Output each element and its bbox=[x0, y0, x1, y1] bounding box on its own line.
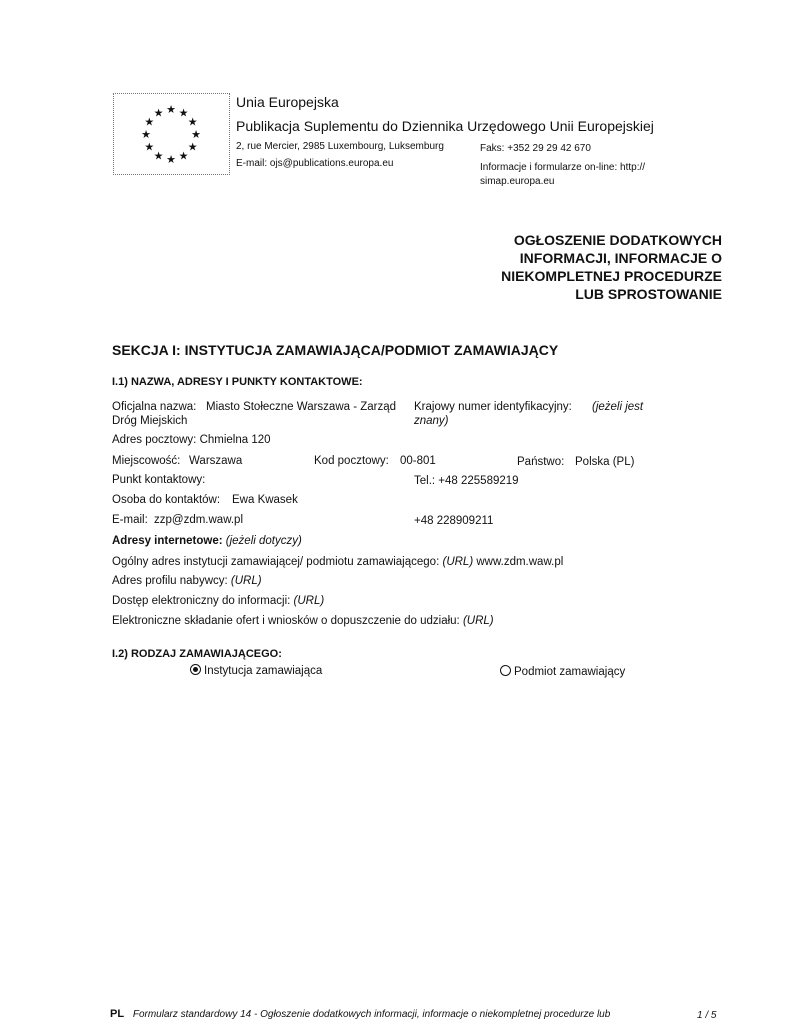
internet-label: Adresy internetowe: bbox=[112, 535, 223, 547]
star-icon: ★ bbox=[153, 106, 164, 120]
notice-title bbox=[462, 231, 722, 303]
header-publication: Publikacja Suplementu do Dziennika Urzędowego Unii Europejskiej bbox=[236, 118, 654, 134]
star-icon: ★ bbox=[153, 149, 164, 163]
general-address-value: www.zdm.waw.pl bbox=[476, 556, 564, 568]
internet-note: (jeżeli dotyczy) bbox=[225, 535, 302, 547]
contact-point-label: Punkt kontaktowy: bbox=[112, 474, 206, 486]
email-value: zzp@zdm.waw.pl bbox=[154, 514, 244, 526]
electronic-access-url-tag: (URL) bbox=[293, 595, 325, 607]
national-id-note: (jeżeli jest bbox=[592, 401, 644, 413]
notice-title-line4: LUB SPROSTOWANIE bbox=[575, 286, 722, 302]
star-icon: ★ bbox=[187, 115, 198, 129]
section1-1-title: I.1) NAZWA, ADRESY I PUNKTY KONTAKTOWE: bbox=[112, 376, 363, 388]
option-contracting-authority-label: Instytucja zamawiająca bbox=[204, 665, 323, 677]
country-label: Państwo: bbox=[517, 456, 565, 468]
electronic-submission-label: Elektroniczne składanie ofert i wniosków o dopuszczenie do udziału: bbox=[112, 615, 460, 627]
star-icon: ★ bbox=[187, 140, 198, 154]
general-address bbox=[112, 556, 563, 568]
general-address-label: Ogólny adres instytucji zamawiającej/ podmiotu zamawiającego: bbox=[112, 556, 440, 568]
footer-line bbox=[110, 1008, 610, 1020]
postal-address: Adres pocztowy: Chmielna 120 bbox=[112, 434, 271, 446]
electronic-submission bbox=[112, 615, 494, 627]
buyer-profile-label: Adres profilu nabywcy: bbox=[112, 575, 228, 587]
star-icon: ★ bbox=[178, 149, 189, 163]
star-icon: ★ bbox=[144, 140, 155, 154]
general-address-url-tag: (URL) bbox=[442, 556, 474, 568]
star-icon: ★ bbox=[166, 153, 176, 166]
postcode-value: 00-801 bbox=[400, 455, 436, 467]
header-email: E-mail: ojs@publications.europa.eu bbox=[236, 158, 394, 169]
contact-person-value: Ewa Kwasek bbox=[232, 494, 298, 506]
buyer-profile bbox=[112, 575, 262, 587]
internet-addresses bbox=[112, 535, 302, 547]
star-icon: ★ bbox=[141, 128, 151, 141]
official-name-label: Oficjalna nazwa: bbox=[112, 401, 197, 413]
option-contracting-entity[interactable] bbox=[500, 665, 625, 678]
official-name-value-cont: Dróg Miejskich bbox=[112, 415, 188, 427]
fax-value: +48 228909211 bbox=[414, 515, 494, 527]
radio-unselected-icon[interactable] bbox=[500, 665, 511, 676]
national-id-label: Krajowy numer identyfikacyjny: bbox=[414, 401, 572, 413]
notice-title-line2: INFORMACJI, INFORMACJE O bbox=[519, 250, 722, 266]
town-value: Warszawa bbox=[189, 455, 243, 467]
official-name-value: Miasto Stołeczne Warszawa - Zarząd bbox=[206, 401, 397, 413]
tel: Tel.: +48 225589219 bbox=[414, 475, 519, 487]
notice-title-line1: OGŁOSZENIE DODATKOWYCH bbox=[513, 232, 722, 248]
footer-lang: PL bbox=[110, 1008, 125, 1020]
header-info-line1: Informacje i formularze on-line: http:// bbox=[480, 162, 646, 173]
header-address: 2, rue Mercier, 2985 Luxembourg, Luksemburg bbox=[236, 141, 444, 152]
header-fax: Faks: +352 29 29 42 670 bbox=[480, 143, 591, 154]
header-org-name: Unia Europejska bbox=[236, 94, 339, 110]
electronic-access-label: Dostęp elektroniczny do informacji: bbox=[112, 595, 291, 607]
postcode-label: Kod pocztowy: bbox=[314, 455, 389, 467]
option-contracting-entity-label: Podmiot zamawiający bbox=[514, 666, 626, 678]
radio-selected-icon[interactable] bbox=[190, 664, 201, 675]
town-label: Miejscowość: bbox=[112, 455, 181, 467]
option-contracting-authority[interactable] bbox=[190, 664, 322, 677]
star-icon: ★ bbox=[166, 103, 176, 116]
electronic-access bbox=[112, 595, 324, 607]
notice-title-line3: NIEKOMPLETNEJ PROCEDURZE bbox=[501, 268, 722, 284]
footer-page-number: 1 / 5 bbox=[697, 1010, 717, 1021]
buyer-profile-url-tag: (URL) bbox=[230, 575, 262, 587]
contact-person-label: Osoba do kontaktów: bbox=[112, 494, 221, 506]
country-value: Polska (PL) bbox=[575, 456, 635, 468]
eu-flag-logo bbox=[113, 93, 230, 175]
star-icon: ★ bbox=[191, 128, 201, 141]
footer-form-text: Formularz standardowy 14 - Ogłoszenie dodatkowych informacji, informacje o niekompletnej procedurze lub bbox=[132, 1009, 611, 1020]
star-icon: ★ bbox=[144, 115, 155, 129]
electronic-submission-url-tag: (URL) bbox=[462, 615, 494, 627]
email-label: E-mail: bbox=[112, 514, 148, 526]
star-icon: ★ bbox=[178, 106, 189, 120]
eu-stars-icon bbox=[114, 94, 229, 174]
section1-title: SEKCJA I: INSTYTUCJA ZAMAWIAJĄCA/PODMIOT ZAMAWIAJĄCY bbox=[112, 342, 559, 358]
section1-2-title: I.2) RODZAJ ZAMAWIAJĄCEGO: bbox=[112, 648, 282, 660]
national-id-note-cont: znany) bbox=[414, 415, 449, 427]
header-info-line2: simap.europa.eu bbox=[480, 176, 555, 187]
